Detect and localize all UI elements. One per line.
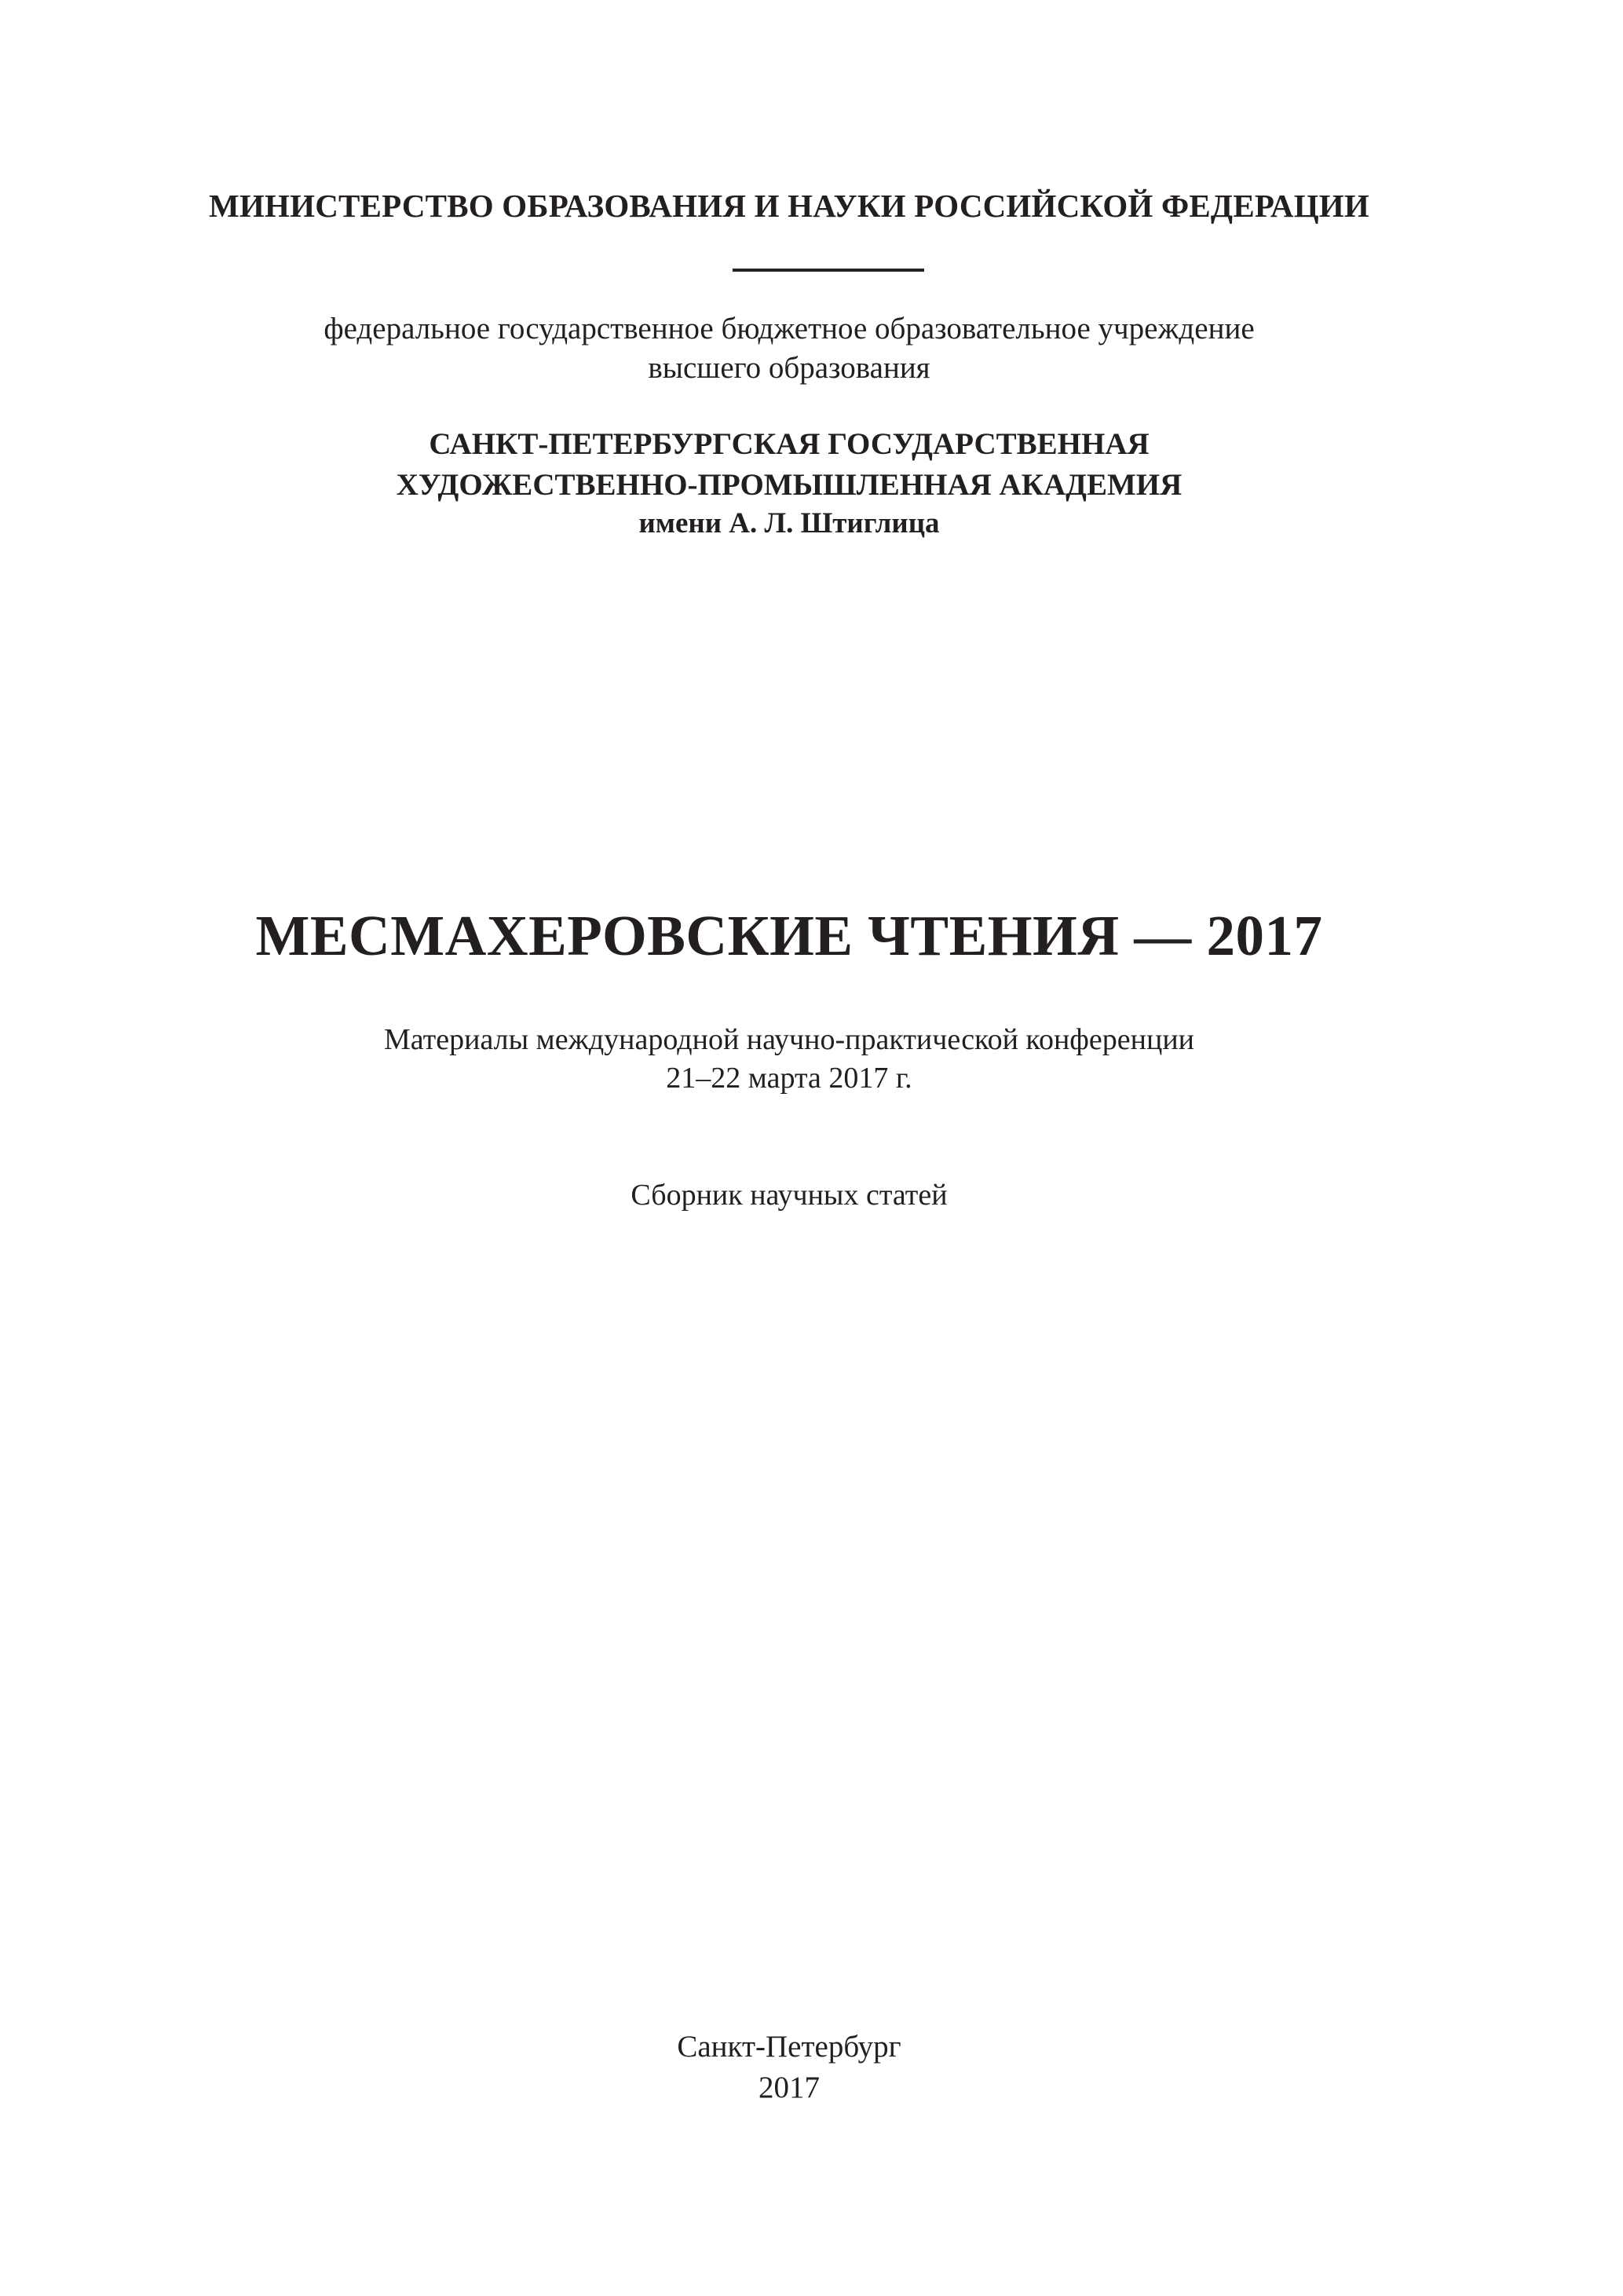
institution-type-line-2: высшего образования (648, 351, 930, 385)
academy-name-line-1: САНКТ-ПЕТЕРБУРГСКАЯ ГОСУДАРСТВЕННАЯ (429, 427, 1150, 461)
collection-type: Сборник научных статей (631, 1179, 948, 1212)
separator-rule (733, 269, 924, 272)
conference-subtitle-line-1: Материалы международной научно-практической конференции (384, 1023, 1194, 1056)
document-title: МЕСМАХЕРОВСКИЕ ЧТЕНИЯ — 2017 (255, 904, 1323, 967)
institution-type-line-1: федеральное государственное бюджетное образовательное учреждение (324, 312, 1255, 345)
academy-name-line-3: имени А. Л. Штиглица (638, 507, 940, 539)
conference-dates: 21–22 марта 2017 г. (666, 1062, 912, 1095)
academy-name-line-2: ХУДОЖЕСТВЕННО-ПРОМЫШЛЕННАЯ АКАДЕМИЯ (396, 468, 1183, 502)
ministry-heading: МИНИСТЕРСТВО ОБРАЗОВАНИЯ И НАУКИ РОССИЙСКОЙ ФЕДЕРАЦИИ (209, 188, 1369, 224)
imprint-city: Санкт-Петербург (677, 2030, 901, 2064)
imprint-year: 2017 (758, 2071, 820, 2104)
